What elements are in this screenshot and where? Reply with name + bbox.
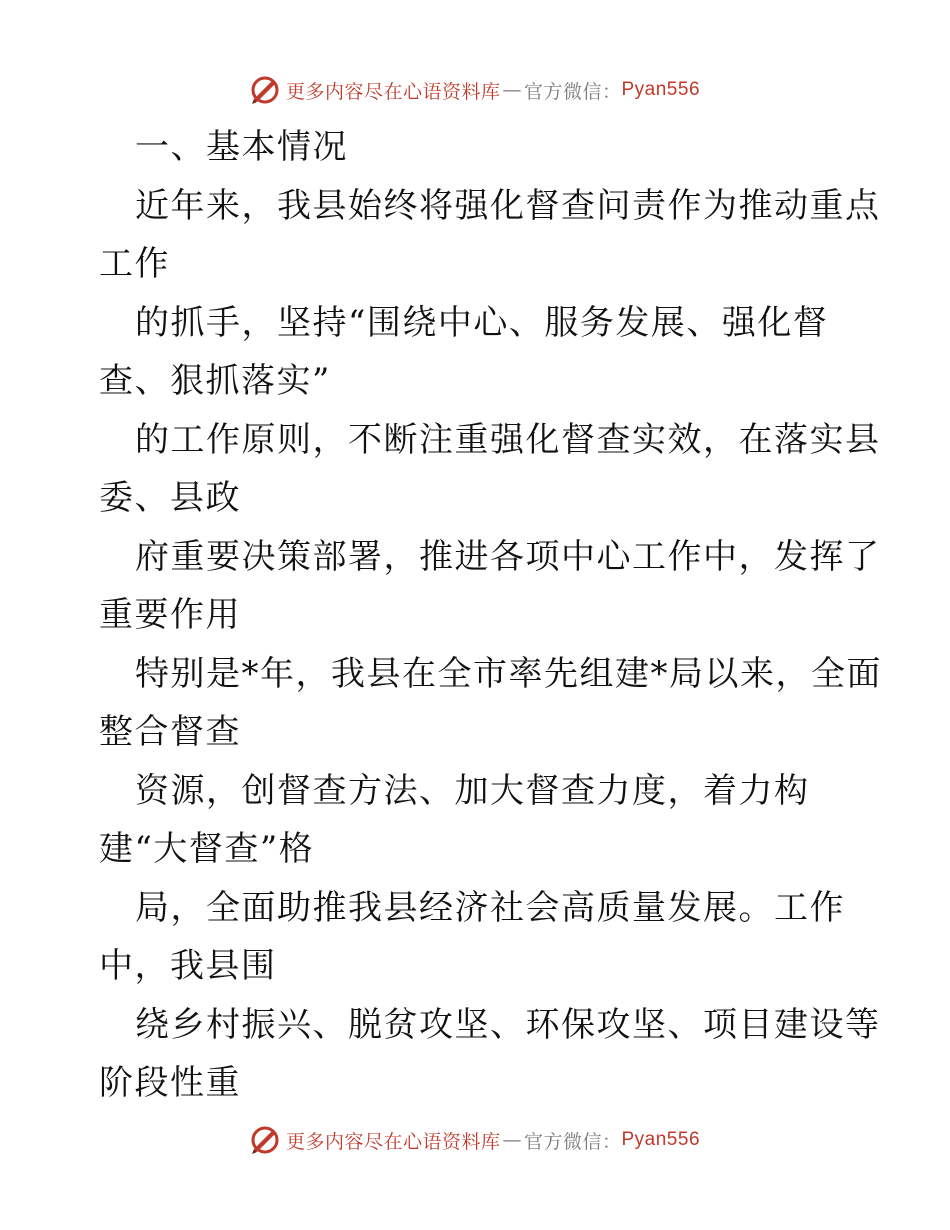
text-line: 近年来，我县始终将强化督查问责作为推动重点 [135,185,881,226]
banner-text [286,1127,700,1154]
text-line: 绕乡村振兴、脱贫攻坚、环保攻坚、项目建设等 [135,1004,881,1045]
banner-title: 更多内容尽在心语资料库 [285,80,501,103]
text-line: 特别是*年，我县在全市率先组建*局以来，全面 [135,653,882,694]
banner-wechat-id: Pyan556 [621,79,701,100]
text-line: 建“大督查”格 [99,829,315,869]
banner-inner [250,75,700,105]
text-line: 局，全面助推我县经济社会高质量发展。工作 [135,887,845,928]
banner-dash: — [502,1129,522,1151]
text-line: 委、县政 [99,478,241,518]
footer-banner [0,1120,950,1160]
header-banner [0,70,950,110]
text-line: 府重要决策部署，推进各项中心工作中，发挥了 [135,536,881,577]
banner-official-label: 官方微信： [523,80,622,103]
text-line: 查、狠抓落实” [99,361,331,401]
banner-title: 更多内容尽在心语资料库 [285,1130,501,1153]
text-line: 一、基本情况 [135,127,348,167]
banner-inner [250,1125,700,1155]
text-line: 中，我县围 [99,946,277,986]
banner-wechat-id: Pyan556 [621,1129,701,1150]
text-line: 重要作用 [99,595,241,635]
banner-text [286,77,700,104]
pen-circle-logo-icon [250,1125,280,1155]
text-line: 工作 [99,244,170,284]
banner-official-label: 官方微信： [523,1130,622,1153]
banner-dash: — [502,79,522,101]
text-line: 的工作原则，不断注重强化督查实效，在落实县 [135,419,881,460]
document-body [99,118,882,1113]
text-line: 阶段性重 [99,1063,241,1103]
text-line: 的抓手，坚持“围绕中心、服务发展、强化督 [135,302,829,343]
pen-circle-logo-icon [250,75,280,105]
text-line: 整合督查 [99,712,241,752]
text-line: 资源，创督查方法、加大督查力度，着力构 [135,770,810,811]
